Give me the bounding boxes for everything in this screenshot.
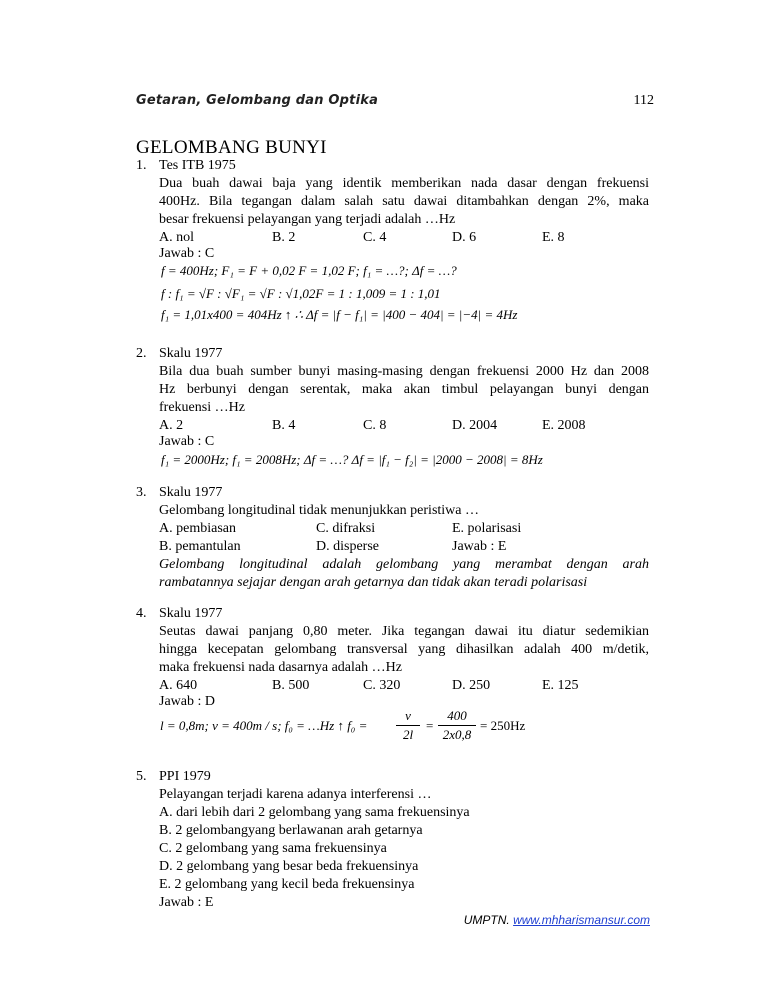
q2-text-line: Hz berbunyi dengan serentak, maka akan timbul pelayangan bunyi dengan bbox=[159, 382, 649, 397]
q4-fraction-1 bbox=[396, 708, 420, 743]
q5-option-d: D. 2 gelombang yang besar beda frekuensinya bbox=[159, 859, 419, 874]
q4-equals: = bbox=[426, 718, 434, 733]
q2-option-e: E. 2008 bbox=[542, 418, 586, 433]
q3-explanation: Gelombang longitudinal adalah gelombang yang merambat dengan arah bbox=[159, 557, 649, 572]
fraction-numerator: v bbox=[405, 708, 411, 723]
q3-source: Skalu 1977 bbox=[159, 485, 223, 500]
q5-option-b: B. 2 gelombangyang berlawanan arah getarnya bbox=[159, 823, 423, 838]
fraction-denominator: 2x0,8 bbox=[442, 727, 472, 742]
q5-question: Pelayangan terjadi karena adanya interferensi … bbox=[159, 787, 432, 802]
q4-option-e: E. 125 bbox=[542, 678, 579, 693]
q1-option-e: E. 8 bbox=[542, 230, 565, 245]
fraction-denominator: 2l bbox=[402, 727, 414, 742]
section-title: GELOMBANG BUNYI bbox=[136, 137, 327, 158]
q3-question: Gelombang longitudinal tidak menunjukkan peristiwa … bbox=[159, 503, 479, 518]
q3-number: 3. bbox=[136, 485, 147, 500]
q5-option-e: E. 2 gelombang yang kecil beda frekuensinya bbox=[159, 877, 415, 892]
q2-math: f₁ = 2000Hz; f₁ = 2008Hz; Δf = …? Δf = |f₁ − f₂| = |2000 − 2008| = 8Hz bbox=[161, 452, 543, 467]
q1-source: Tes ITB 1975 bbox=[159, 158, 236, 173]
fraction-numerator: 400 bbox=[447, 708, 467, 723]
q3-option-c: C. difraksi bbox=[316, 521, 376, 536]
q4-math-right: = 250Hz bbox=[480, 718, 526, 733]
q1-number: 1. bbox=[136, 158, 147, 173]
q5-option-a: A. dari lebih dari 2 gelombang yang sama frekuensinya bbox=[159, 805, 470, 820]
q2-option-d: D. 2004 bbox=[452, 418, 498, 433]
q4-option-a: A. 640 bbox=[159, 678, 198, 693]
header-title: Getaran, Gelombang dan Optika bbox=[136, 93, 379, 108]
q1-math-line: f = 400Hz; F₁ = F + 0,02 F = 1,02 F; f₁ = …?; Δf = …? bbox=[161, 263, 457, 278]
q2-text-line: Bila dua buah sumber bunyi masing-masing dengan frekuensi 2000 Hz dan 2008 bbox=[159, 364, 649, 379]
page-header bbox=[136, 93, 654, 113]
footer-link[interactable]: www.mhharismansur.com bbox=[513, 913, 650, 927]
q1-math-line: f : f₁ = √F : √F₁ = √F : √1,02F = 1 : 1,009 = 1 : 1,01 bbox=[161, 286, 441, 301]
q4-text-line: Seutas dawai panjang 0,80 meter. Jika tegangan dawai itu diatur sedemikian bbox=[159, 624, 649, 639]
q1-answer: Jawab : C bbox=[159, 246, 215, 261]
q1-text-line: Dua buah dawai baja yang identik memberikan nada dasar dengan frekuensi bbox=[159, 176, 649, 191]
q3-explanation: rambatannya sejajar dengan arah getarnya dan tidak akan teradi polarisasi bbox=[159, 575, 588, 590]
q3-option-d: D. disperse bbox=[316, 539, 379, 554]
page-footer bbox=[464, 913, 650, 927]
q4-option-c: C. 320 bbox=[363, 678, 401, 693]
q4-answer: Jawab : D bbox=[159, 694, 215, 709]
q4-math-left: l = 0,8m; v = 400m / s; f₀ = …Hz ↑ f₀ = bbox=[160, 718, 368, 733]
q1-text-line: 400Hz. Bila tegangan dalam salah satu dawai ditambahkan dengan 2%, maka bbox=[159, 194, 649, 209]
q3-option-e: E. polarisasi bbox=[452, 521, 522, 536]
q4-source: Skalu 1977 bbox=[159, 606, 223, 621]
q1-math-line: f₁ = 1,01x400 = 404Hz ↑ ∴ Δf = |f − f₁| = |400 − 404| = |−4| = 4Hz bbox=[161, 307, 518, 322]
q5-source: PPI 1979 bbox=[159, 769, 211, 784]
q4-fraction-2 bbox=[438, 708, 476, 743]
footer-label: UMPTN. bbox=[463, 913, 510, 927]
q5-answer: Jawab : E bbox=[159, 895, 214, 910]
q1-option-c: C. 4 bbox=[363, 230, 387, 245]
q3-answer: Jawab : E bbox=[452, 539, 507, 554]
q3-option-b: B. pemantulan bbox=[159, 539, 241, 554]
q5-option-c: C. 2 gelombang yang sama frekuensinya bbox=[159, 841, 387, 856]
q2-option-c: C. 8 bbox=[363, 418, 387, 433]
q1-option-b: B. 2 bbox=[272, 230, 296, 245]
q4-text-line: hingga kecepatan gelombang transversal yang dihasilkan adalah 400 m/detik, bbox=[159, 642, 649, 657]
q2-text-last: frekuensi …Hz bbox=[159, 400, 245, 415]
q4-option-b: B. 500 bbox=[272, 678, 310, 693]
page-number: 112 bbox=[633, 93, 654, 108]
q2-option-a: A. 2 bbox=[159, 418, 184, 433]
q2-number: 2. bbox=[136, 346, 147, 361]
q1-option-d: D. 6 bbox=[452, 230, 477, 245]
q1-option-a: A. nol bbox=[159, 230, 194, 245]
q2-answer: Jawab : C bbox=[159, 434, 215, 449]
q2-source: Skalu 1977 bbox=[159, 346, 223, 361]
q4-text-last: maka frekuensi nada dasarnya adalah …Hz bbox=[159, 660, 402, 675]
q3-option-a: A. pembiasan bbox=[159, 521, 236, 536]
q4-option-d: D. 250 bbox=[452, 678, 491, 693]
q2-option-b: B. 4 bbox=[272, 418, 296, 433]
q5-number: 5. bbox=[136, 769, 147, 784]
q4-number: 4. bbox=[136, 606, 147, 621]
q1-text-last: besar frekuensi pelayangan yang terjadi adalah …Hz bbox=[159, 212, 456, 227]
